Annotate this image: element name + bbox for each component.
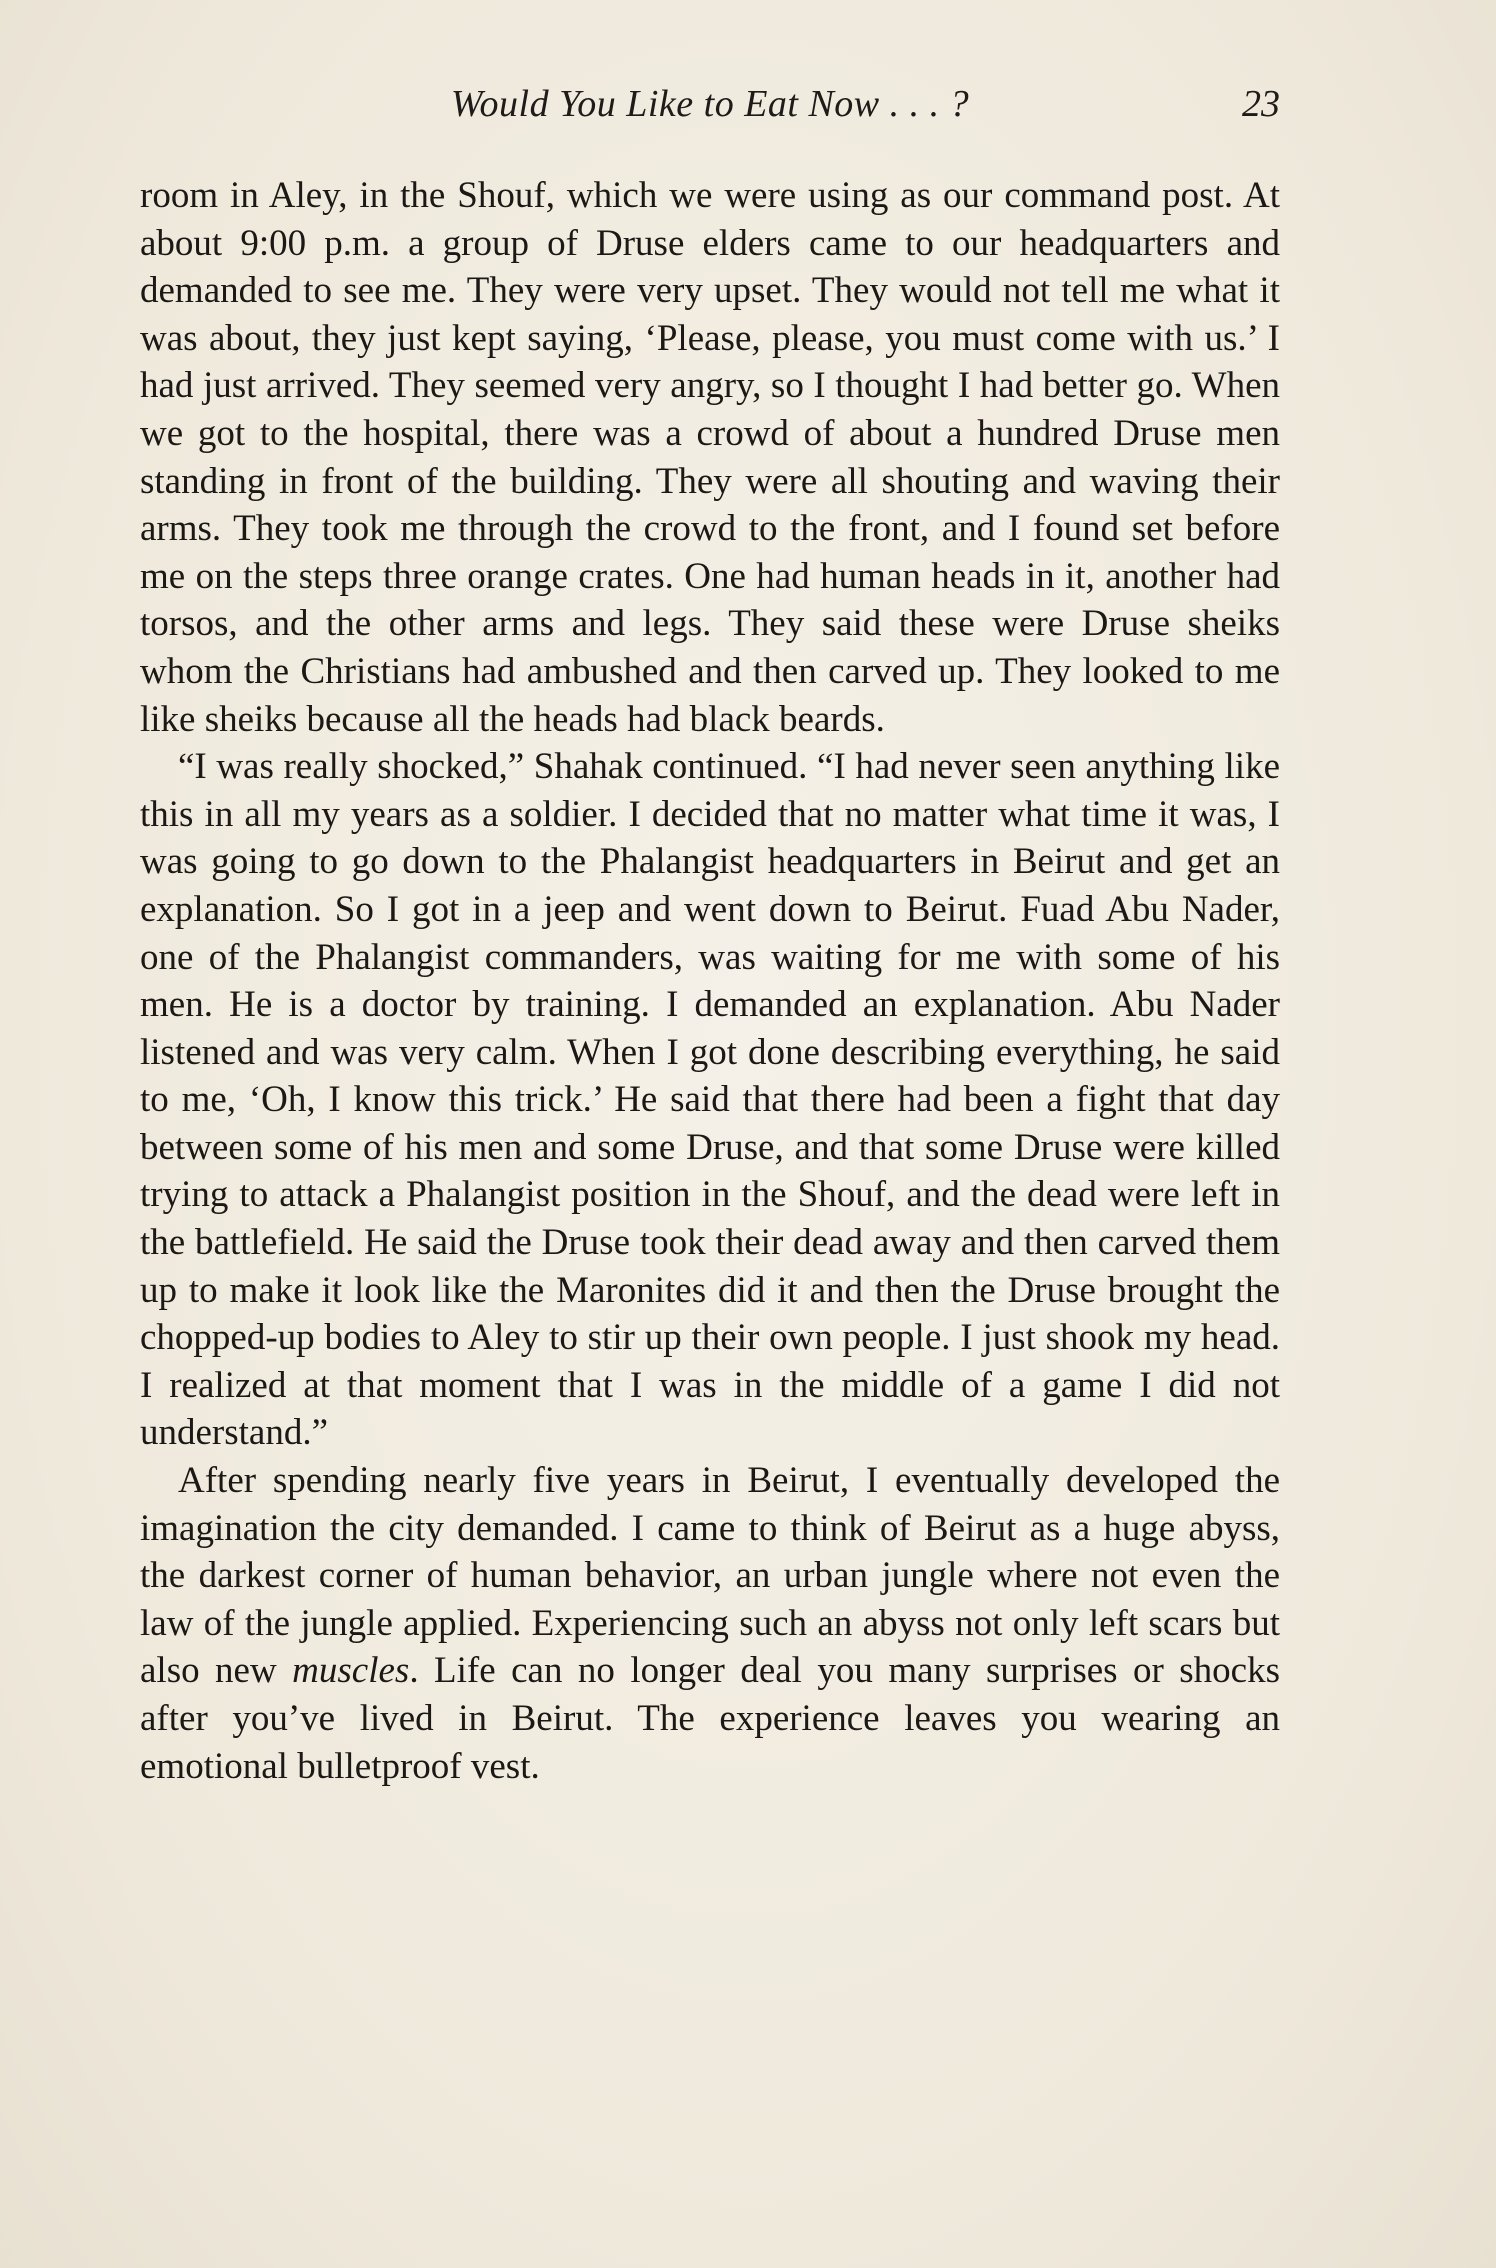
paragraph-1: room in Aley, in the Shouf, which we were using as our command post. At about 9:00 p.m. a group of Druse elders came to our headquarters and demanded to see me. They were very upset. They would not tell me what it was about, they just kept saying, ‘Please, please, you must come with us.’ I had just arrived. They seemed very angry, so I thought I had better go. When we got to the hospital, there was a crowd of about a hundred Druse men standing in front of the building. They were all shouting and waving their arms. They took me through the crowd to the front, and I found set before me on the steps three orange crates. One had human heads in it, another had torsos, and the other arms and legs. They said these were Druse sheiks whom the Christians had ambushed and then carved up. They looked to me like sheiks because all the heads had black beards. [140,175,1280,740]
running-head [140,82,1280,142]
paragraph-3 [140,1457,1280,1790]
page-number: 23 [1242,83,1280,125]
paragraph-3-text-after: . Life can no longer deal you many surprises or shocks after you’ve lived in Beirut. The experience leaves you wearing an emotional bulletproof vest. [140,1650,1280,1787]
paragraph-3-text-before: After spending nearly five years in Beirut, I eventually developed the imagination the city demanded. I came to think of Beirut as a huge abyss, the darkest corner of human behavior, an urban jungle where not even the law of the jungle applied. Experiencing such an abyss not only left scars but also new [140,1460,1280,1692]
body-text [140,172,1280,1790]
running-title: Would You Like to Eat Now . . . ? [450,83,970,125]
paragraph-2: “I was really shocked,” Shahak continued. “I had never seen anything like this in all my years as a soldier. I decided that no matter what time it was, I was going to go down to the Phalangist headquarters in Beirut and get an explanation. So I got in a jeep and went down to Beirut. Fuad Abu Nader, one of the Phalangist commanders, was waiting for me with some of his men. He is a doctor by training. I demanded an explanation. Abu Nader listened and was very calm. When I got done describing everything, he said to me, ‘Oh, I know this trick.’ He said that there had been a fight that day between some of his men and some Druse, and that some Druse were killed trying to attack a Phalangist position in the Shouf, and the dead were left in the battlefield. He said the Druse took their dead away and then carved them up to make it look like the Maronites did it and then the Druse brought the chopped-up bodies to Aley to stir up their own people. I just shook my head. I realized at that moment that I was in the middle of a game I did not understand.” [140,746,1280,1454]
emphasis-muscles: muscles [292,1650,410,1692]
